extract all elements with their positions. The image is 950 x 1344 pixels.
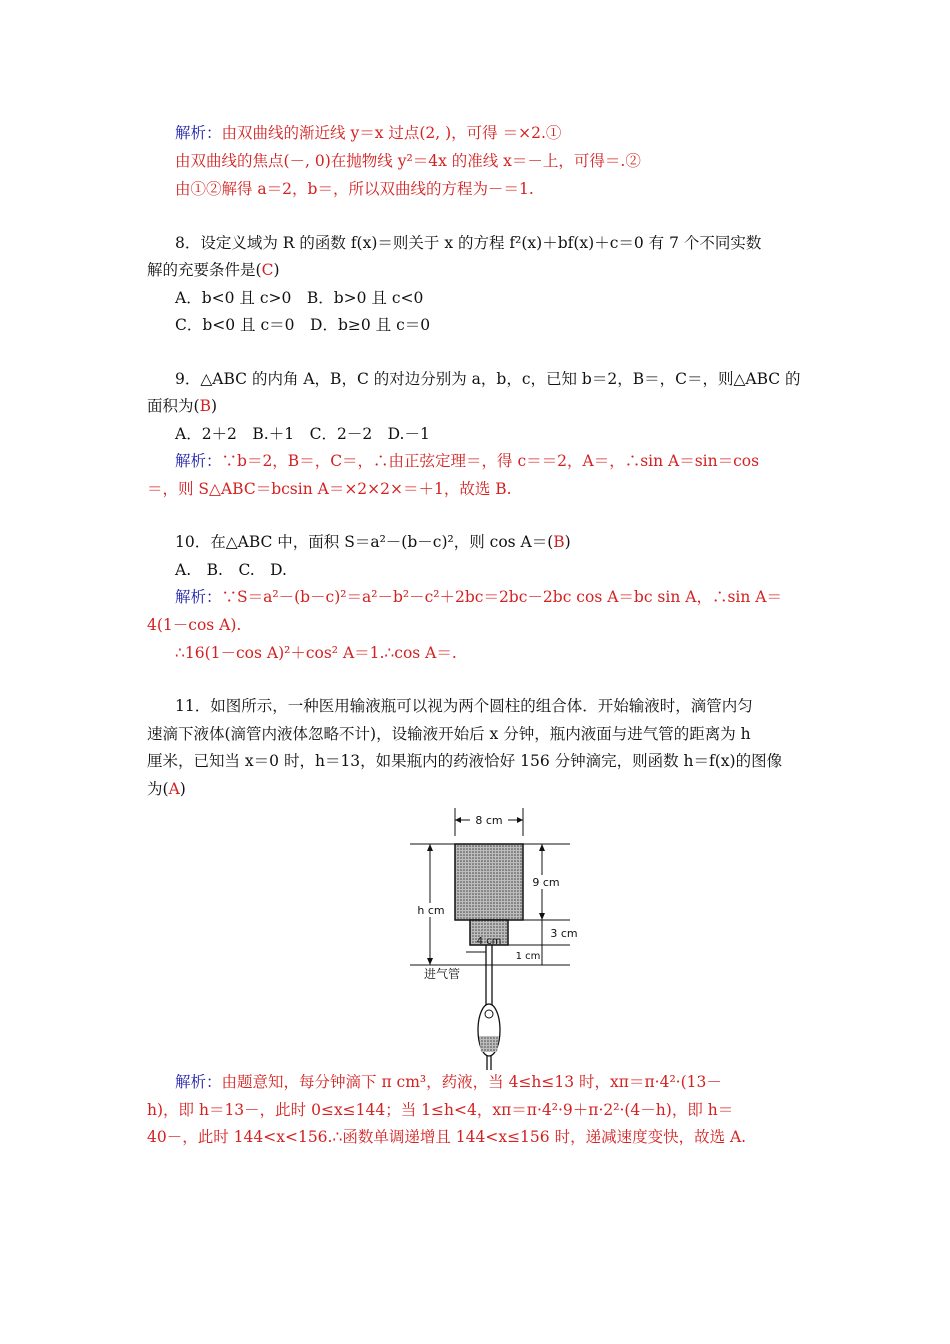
q11-stem-suffix: ) xyxy=(179,780,186,798)
top-width-label: 8 cm xyxy=(475,814,503,827)
q11-solution-line-3: 40－，此时 144<x<156.∴函数单调递增且 144<x≤156 时，递减速度变快，故选 A. xyxy=(147,1128,747,1146)
solution-label: 解析： xyxy=(175,1073,222,1091)
infusion-bottle-diagram xyxy=(400,800,580,1070)
q10-stem xyxy=(175,531,571,553)
q11-stem-line-2: 速滴下液体(滴管内液体忽略不计)，设输液开始后 x 分钟，瓶内液面与进气管的距离为 h xyxy=(147,725,751,743)
q8-stem-suffix: ) xyxy=(273,261,280,279)
solution-text: ∵b＝2，B＝，C＝，∴由正弦定理＝，得 c＝＝2，A＝，∴sin A＝sin＝cos xyxy=(221,452,760,470)
q7-solution-line-2: 由双曲线的焦点(－, 0)在抛物线 y²＝4x 的准线 x＝－上，可得＝.② xyxy=(175,152,641,170)
h-arrow-top xyxy=(427,844,433,851)
q10-stem-suffix: ) xyxy=(564,533,571,551)
drip-liquid xyxy=(479,1036,499,1052)
neck-width-label: 4 cm xyxy=(476,936,502,947)
q9-options: A．2＋2 B.＋1 C．2－2 D.－1 xyxy=(175,425,430,443)
q11-stem-line-4 xyxy=(147,778,186,800)
upper-height-label: 9 cm xyxy=(532,876,560,889)
solution-label: 解析： xyxy=(175,452,222,470)
q11-stem-prefix: 为( xyxy=(147,780,169,798)
q9-stem-line-2 xyxy=(147,395,217,417)
q8-stem-line-1: 8．设定义域为 R 的函数 f(x)＝则关于 x 的方程 f²(x)＋bf(x)＋c＝0 有 7 个不同实数 xyxy=(175,234,762,252)
arrow-left xyxy=(455,817,461,823)
lower-height-label: 3 cm xyxy=(550,927,578,940)
h-arrow-bottom xyxy=(427,958,433,965)
h-label: h cm xyxy=(417,904,445,917)
q7-solution-line-1 xyxy=(175,122,561,144)
q8-stem-line-2 xyxy=(147,259,280,281)
q11-stem-line-3: 厘米，已知当 x＝0 时，h＝13，如果瓶内的药液恰好 156 分钟滴完，则函数 h＝f(x)的图像 xyxy=(147,752,783,770)
q10-options: A. B. C. D. xyxy=(175,561,287,579)
gap-label: 1 cm xyxy=(515,951,541,962)
q8-options-ab: A．b<0 且 c>0 B．b>0 且 c<0 xyxy=(175,289,424,307)
q9-stem-suffix: ) xyxy=(210,397,218,415)
q11-solution-line-2: h)，即 h＝13－，此时 0≤x≤144；当 1≤h<4，xπ＝π·4²·9＋π·2²·(4－h)，即 h＝ xyxy=(147,1101,734,1119)
q10-solution-line-3: ∴16(1－cos A)²＋cos² A＝1.∴cos A＝. xyxy=(175,644,457,662)
q7-solution-line-3: 由①②解得 a＝2，b＝，所以双曲线的方程为－＝1. xyxy=(175,180,534,198)
q11-answer: A xyxy=(168,780,180,798)
q10-answer: B xyxy=(553,533,565,551)
arrow-9-bottom xyxy=(539,913,545,920)
q8-answer: C xyxy=(261,261,274,279)
infusion-bottle-figure xyxy=(400,800,580,1070)
solution-text: 由题意知，每分钟滴下 π cm³，药液，当 4≤h≤13 时，xπ＝π·4²·(13－ xyxy=(221,1073,722,1091)
q9-solution-line-1 xyxy=(175,450,759,472)
q10-solution-line-2: 4(1－cos A). xyxy=(147,616,242,634)
solution-text: 由双曲线的渐近线 y＝x 过点(2, )，可得 ＝×2.① xyxy=(221,124,562,142)
q9-stem-prefix: 面积为( xyxy=(147,397,200,415)
q8-stem-prefix: 解的充要条件是( xyxy=(147,261,262,279)
air-tube-label: 进气管 xyxy=(423,967,461,981)
solution-label: 解析： xyxy=(175,124,222,142)
q8-options-cd: C．b<0 且 c＝0 D．b≥0 且 c＝0 xyxy=(175,316,431,334)
solution-label: 解析： xyxy=(175,588,222,606)
q9-stem-line-1: 9．△ABC 的内角 A，B，C 的对边分别为 a，b，c，已知 b＝2，B＝，C＝，则△ABC 的 xyxy=(175,370,801,388)
bottle-upper-cylinder xyxy=(455,844,523,920)
q9-answer: B xyxy=(199,397,211,415)
arrow-right xyxy=(517,817,523,823)
q11-solution-line-1 xyxy=(175,1071,722,1093)
solution-text: ∵S＝a²－(b－c)²＝a²－b²－c²＋2bc＝2bc－2bc cos A＝bc sin A，∴sin A＝ xyxy=(221,588,782,606)
q10-solution-line-1 xyxy=(175,586,782,608)
arrow-9-top xyxy=(539,844,545,851)
q11-stem-line-1: 11．如图所示，一种医用输液瓶可以视为两个圆柱的组合体．开始输液时，滴管内匀 xyxy=(175,697,753,715)
q9-solution-line-2: ＝，则 S△ABC＝bcsin A＝×2×2×＝＋1，故选 B. xyxy=(147,480,512,498)
q10-stem-prefix: 10．在△ABC 中，面积 S＝a²－(b－c)²，则 cos A＝( xyxy=(175,533,554,551)
